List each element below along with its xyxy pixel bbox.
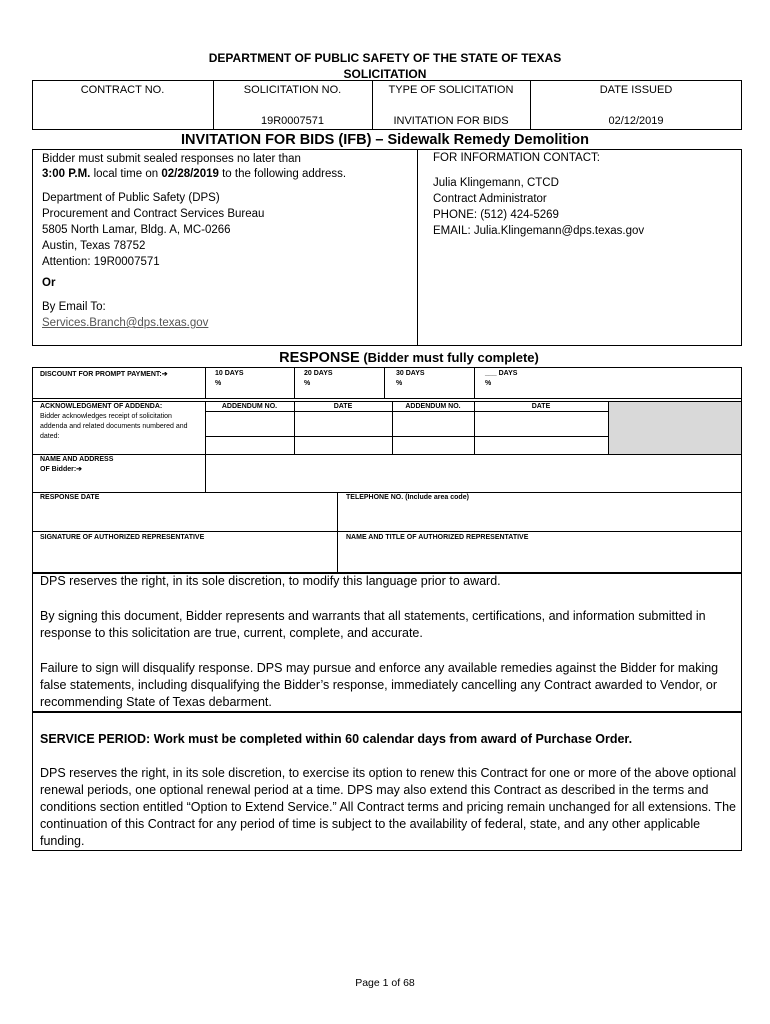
date-issued-label: DATE ISSUED bbox=[599, 84, 673, 96]
name-title-input[interactable] bbox=[338, 543, 741, 572]
acknowledgment-block bbox=[40, 402, 200, 442]
terms-paragraph-3: Failure to sign will disqualify response. DPS may pursue and enforce any available remedies against the Bidder for making false statements, including disqualifying the Bidder’s response, immediately cancelling any Contract awarded to Vendor, or recommending State of Texas debarment. bbox=[40, 661, 719, 709]
discount-other-days: ___ DAYS % bbox=[485, 370, 518, 387]
addendum-no-input-2[interactable] bbox=[393, 412, 474, 436]
submission-deadline bbox=[42, 167, 346, 182]
agency-title: DEPARTMENT OF PUBLIC SAFETY OF THE STATE OF TEXAS bbox=[208, 51, 562, 65]
deadline-mid: local time on bbox=[90, 168, 162, 180]
response-subtitle: (Bidder must fully complete) bbox=[363, 350, 539, 365]
contract-no-label: CONTRACT NO. bbox=[80, 84, 165, 96]
date-header-2: DATE bbox=[531, 403, 551, 410]
deadline-tail: to the following address. bbox=[218, 168, 347, 180]
telephone-input[interactable] bbox=[338, 503, 741, 531]
date-header-1: DATE bbox=[333, 403, 353, 410]
contact-phone: PHONE: (512) 424-5269 bbox=[433, 209, 559, 221]
contact-details bbox=[433, 175, 644, 239]
deadline-time: 3:00 P.M. bbox=[42, 168, 91, 180]
contact-title: Contract Administrator bbox=[433, 193, 547, 205]
addenda-shaded-cell bbox=[609, 402, 741, 454]
contact-name: Julia Klingemann, CTCD bbox=[433, 177, 559, 189]
response-date-label: RESPONSE DATE bbox=[40, 494, 100, 501]
telephone-label: TELEPHONE NO. (Include area code) bbox=[346, 494, 469, 501]
email-label: By Email To: bbox=[42, 301, 106, 313]
addendum-no-header-1: ADDENDUM NO. bbox=[221, 403, 278, 410]
name-address-label: NAME AND ADDRESS OF Bidder:➔ bbox=[40, 456, 114, 473]
response-title: RESPONSE bbox=[279, 350, 360, 366]
deadline-date: 02/28/2019 bbox=[161, 168, 219, 180]
date-issued-value: 02/12/2019 bbox=[608, 115, 664, 127]
solicitation-no-value: 19R0007571 bbox=[260, 115, 324, 127]
solicitation-type-label: TYPE OF SOLICITATION bbox=[388, 84, 514, 96]
terms-paragraph-1: DPS reserves the right, in its sole discretion, to modify this language prior to award. bbox=[40, 574, 501, 588]
renewal-paragraph: DPS reserves the right, in its sole discretion, to exercise its option to renew this Contract for one or more of the above optional renewal periods, one optional renewal period at a time. DPS may also extend this Contract as described in the terms and conditions section entitled “Option to Extend Service.” All Contract terms and pricing remain unchanged for all extensions. The continuation of this Contract for any period of time is subject to the availability of federal, state, and any other applicable funding. bbox=[40, 766, 737, 848]
response-heading bbox=[0, 349, 770, 367]
signature-input[interactable] bbox=[33, 543, 336, 572]
or-label: Or bbox=[42, 277, 56, 289]
name-title-label: NAME AND TITLE OF AUTHORIZED REPRESENTATIVE bbox=[346, 534, 529, 541]
addendum-no-input-1[interactable] bbox=[206, 412, 294, 436]
solicitation-heading: SOLICITATION bbox=[343, 67, 427, 81]
service-period-label: SERVICE PERIOD: bbox=[40, 732, 154, 746]
acknowledgment-label: ACKNOWLEDGMENT OF ADDENDA: bbox=[40, 403, 163, 410]
bidder-name-address-input[interactable] bbox=[206, 455, 741, 491]
address-line: Austin, Texas 78752 bbox=[42, 240, 146, 252]
service-period-text: Work must be completed within 60 calendar days from award of Purchase Order. bbox=[153, 732, 633, 746]
contact-email: EMAIL: Julia.Klingemann@dps.texas.gov bbox=[433, 225, 645, 237]
submission-deadline-intro: Bidder must submit sealed responses no later than bbox=[42, 153, 301, 165]
address-line: Procurement and Contract Services Bureau bbox=[42, 208, 265, 220]
response-date-input[interactable] bbox=[33, 503, 336, 531]
solicitation-type-value: INVITATION FOR BIDS bbox=[393, 115, 509, 127]
address-line: 5805 North Lamar, Bldg. A, MC-0266 bbox=[42, 224, 231, 236]
addendum-no-header-2: ADDENDUM NO. bbox=[405, 403, 461, 410]
service-period bbox=[40, 731, 740, 748]
discount-20-days: 20 DAYS % bbox=[304, 370, 333, 387]
date-input-1[interactable] bbox=[295, 412, 392, 436]
submission-address bbox=[42, 190, 264, 270]
contact-label: FOR INFORMATION CONTACT: bbox=[433, 152, 600, 164]
date-input-2[interactable] bbox=[475, 412, 608, 436]
discount-label: DISCOUNT FOR PROMPT PAYMENT:➔ bbox=[40, 371, 168, 378]
discount-30-days: 30 DAYS % bbox=[396, 370, 425, 387]
address-line: Attention: 19R0007571 bbox=[42, 256, 160, 268]
solicitation-no-label: SOLICITATION NO. bbox=[243, 84, 342, 96]
ifb-title: INVITATION FOR BIDS (IFB) – Sidewalk Remedy Demolition bbox=[181, 132, 589, 148]
page-number: Page 1 of 68 bbox=[355, 977, 415, 989]
services-email-link[interactable]: Services.Branch@dps.texas.gov bbox=[42, 317, 209, 329]
address-line: Department of Public Safety (DPS) bbox=[42, 192, 220, 204]
discount-10-days: 10 DAYS % bbox=[215, 370, 244, 387]
signature-label: SIGNATURE OF AUTHORIZED REPRESENTATIVE bbox=[40, 534, 205, 541]
terms-paragraph-2: By signing this document, Bidder represents and warrants that all statements, certifications, and information submitted in response to this solicitation are true, current, complete, and accurate. bbox=[40, 609, 706, 640]
acknowledgment-text: Bidder acknowledges receipt of solicitation addenda and related documents numbered and dated: bbox=[40, 413, 188, 440]
